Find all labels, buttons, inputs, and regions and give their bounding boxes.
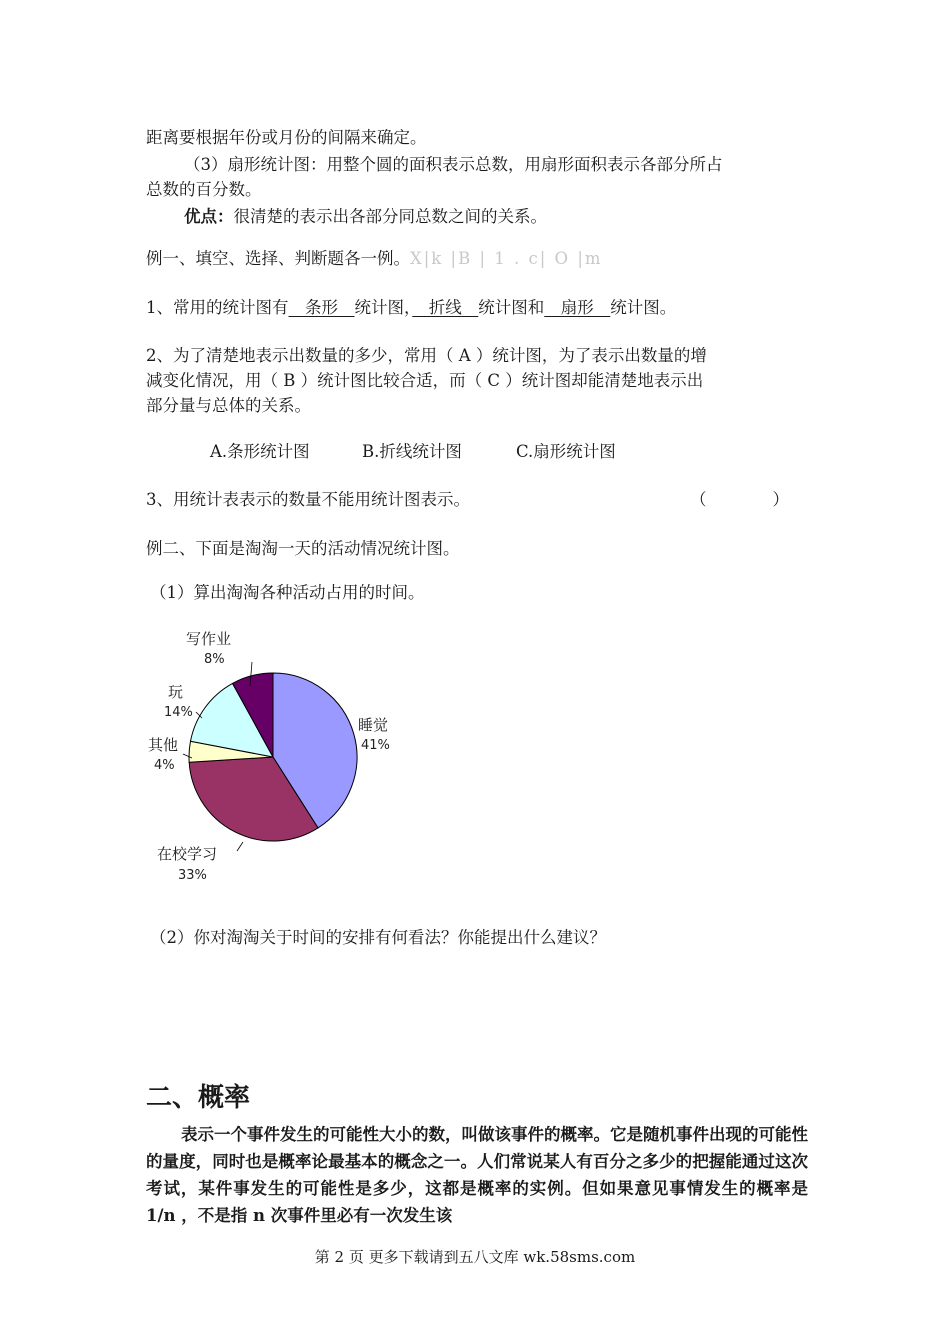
sub-question-1: （1）算出淘淘各种活动占用的时间。 — [150, 583, 425, 602]
section-title: 二、概率 — [146, 1083, 251, 1113]
label-other: 其他 — [148, 736, 179, 754]
page-footer: 第 2 页 更多下载请到五八文库 wk.58sms.com — [314, 1248, 636, 1266]
example-two-heading: 例二、下面是淘淘一天的活动情况统计图。 — [146, 539, 460, 558]
percent-homework: 8% — [204, 652, 225, 667]
text-line: 距离要根据年份或月份的间隔来确定。 — [146, 128, 427, 147]
percent-study: 33% — [178, 868, 207, 883]
label-study: 在校学习 — [157, 845, 218, 863]
percent-play: 14% — [164, 705, 193, 720]
advantage-line — [184, 204, 547, 229]
question-2-line: 2、为了清楚地表示出数量的多少，常用（ A ）统计图，为了表示出数量的增 — [146, 346, 707, 365]
label-homework: 写作业 — [186, 630, 232, 648]
q1-text: 1、常用的统计图有 — [146, 298, 289, 317]
option-a: A.条形统计图 — [210, 442, 310, 461]
text-line: 总数的百分数。 — [146, 180, 262, 199]
label-sleep: 睡觉 — [358, 716, 389, 734]
option-c: C.扇形统计图 — [516, 442, 616, 461]
example-one-text: 例一、填空、选择、判断题各一例。 — [146, 249, 410, 268]
pie-chart — [140, 622, 420, 892]
question-1 — [146, 295, 676, 320]
answer-parentheses: （ ） — [690, 490, 789, 509]
q1-blank-2: 折线 — [412, 298, 479, 317]
question-2-line: 减变化情况，用（ B ）统计图比较合适，而（ C ）统计图却能清楚地表示出 — [146, 371, 704, 390]
question-3: 3、用统计表表示的数量不能用统计图表示。 — [146, 490, 470, 509]
example-one-heading — [146, 246, 603, 271]
question-2-line: 部分量与总体的关系。 — [146, 396, 311, 415]
advantage-label: 优点： — [184, 207, 234, 226]
percent-other: 4% — [154, 758, 175, 773]
leader-line-study — [237, 842, 243, 851]
watermark: X|k |B | 1 . c| O |m — [410, 249, 603, 268]
q1-text: 统计图。 — [610, 298, 677, 317]
percent-sleep: 41% — [361, 738, 390, 753]
q1-blank-1: 条形 — [288, 298, 355, 317]
q1-blank-3: 扇形 — [544, 298, 611, 317]
label-play: 玩 — [168, 683, 184, 701]
option-b: B.折线统计图 — [362, 442, 462, 461]
sub-question-2: （2）你对淘淘关于时间的安排有何看法？你能提出什么建议？ — [150, 928, 606, 947]
q1-text: 统计图， — [354, 298, 413, 317]
advantage-text: 很清楚的表示出各部分同总数之间的关系。 — [233, 207, 547, 226]
text-line: （3）扇形统计图：用整个圆的面积表示总数，用扇形面积表示各部分所占 — [184, 155, 723, 174]
q1-text: 统计图和 — [478, 298, 545, 317]
section-paragraph: 表示一个事件发生的可能性大小的数，叫做该事件的概率。它是随机事件出现的可能性的量度，同时也是概率论最基本的概念之一。人们常说某人有百分之多少的把握能通过这次考试，某件事发生的可能性是多少，这都是概率的实例。但如果意见事情发生的概率是 1/n ，不是指 n 次事件里必有一次发生该 — [146, 1125, 808, 1225]
